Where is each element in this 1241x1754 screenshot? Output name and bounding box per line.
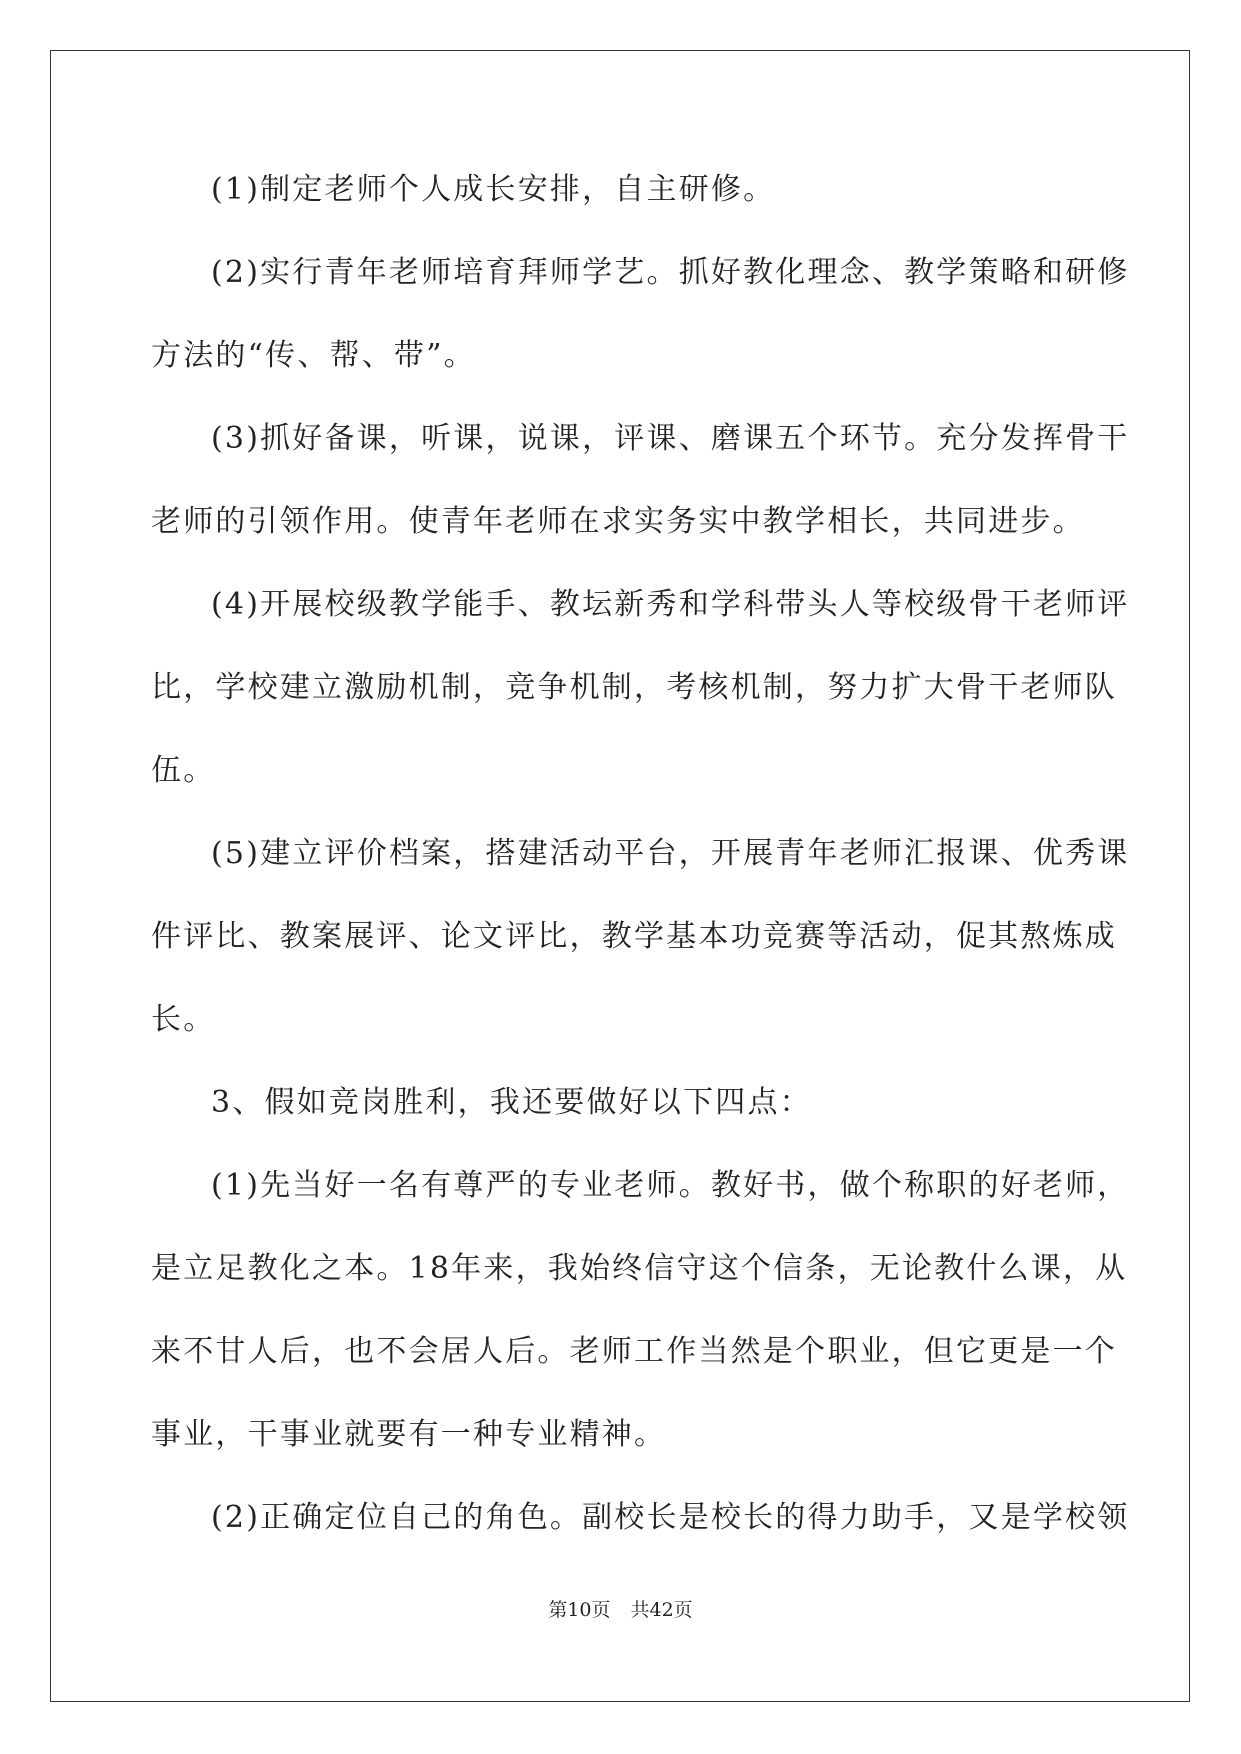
paragraph-line: 伍。 [151,753,216,788]
paragraph-line: 比，学校建立激励机制，竞争机制，考核机制，努力扩大骨干老师队 [151,670,1117,705]
paragraph-line: (4)开展校级教学能手、教坛新秀和学科带头人等校级骨干老师评 [211,587,1130,622]
paragraph-line: 3、假如竞岗胜利，我还要做好以下四点： [211,1085,812,1120]
page-number: 第10页 [548,1599,611,1621]
paragraph-line: 事业，干事业就要有一种专业精神。 [151,1417,667,1452]
paragraph-line: 长。 [151,1002,216,1037]
paragraph-line: (2)正确定位自己的角色。副校长是校长的得力助手，又是学校领 [211,1500,1130,1535]
paragraph-line: (1)先当好一名有尊严的专业老师。教好书，做个称职的好老师， [211,1168,1130,1203]
paragraph-line: 是立足教化之本。18年来，我始终信守这个信条，无论教什么课，从 [151,1251,1128,1286]
total-pages: 共42页 [630,1599,693,1621]
paragraph-line: 方法的“传、帮、带”。 [151,338,476,373]
paragraph-line: (2)实行青年老师培育拜师学艺。抓好教化理念、教学策略和研修 [211,255,1130,290]
paragraph-line: 老师的引领作用。使青年老师在求实务实中教学相长，共同进步。 [151,504,1085,539]
paragraph-line: (3)抓好备课，听课，说课，评课、磨课五个环节。充分发挥骨干 [211,421,1130,456]
paragraph-line: (1)制定老师个人成长安排，自主研修。 [211,172,776,207]
paragraph-line: (5)建立评价档案，搭建活动平台，开展青年老师汇报课、优秀课 [211,836,1130,871]
paragraph-line: 来不甘人后，也不会居人后。老师工作当然是个职业，但它更是一个 [151,1334,1117,1369]
paragraph-line: 件评比、教案展评、论文评比，教学基本功竞赛等活动，促其熬炼成 [151,919,1117,954]
page-footer [0,1598,1241,1622]
